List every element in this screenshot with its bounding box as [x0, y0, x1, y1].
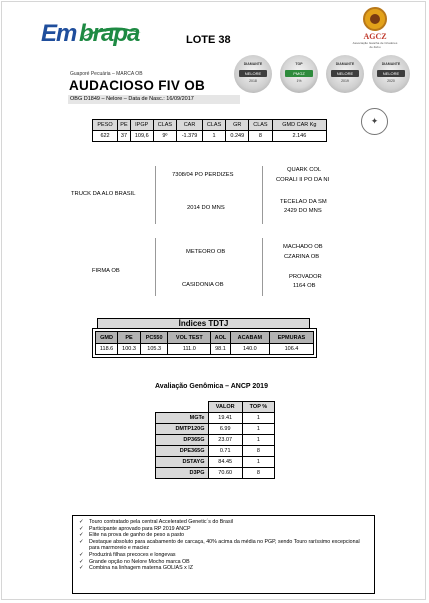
- header-cell: VOL TEST: [168, 332, 211, 344]
- header-cell: CAR: [177, 120, 203, 131]
- table-cell: 622: [93, 131, 118, 142]
- list-item: ✓ Destaque absoluto para acabamento de carcaça, 40% acima da média no PGP, sendo Touro raríssimo excepcional para marmoreio e maciez: [79, 538, 360, 552]
- breeder-line: Guaporé Pecuária – MARCA OB: [70, 71, 143, 77]
- diamond-badge-icon: DIAMANTE NELORE 2019: [326, 55, 364, 93]
- performance-table: [92, 119, 327, 142]
- tdtj-table: [95, 331, 314, 355]
- table-cell: 1: [242, 413, 274, 424]
- registry-line: OBG D1849 – Nelore – Data de Nasc.: 16/09/2017: [68, 95, 240, 104]
- table-cell: 100.3: [118, 344, 141, 355]
- genomic-title: Avaliação Genômica – ANCP 2019: [155, 383, 268, 390]
- row-label: DMTP120G: [156, 424, 209, 435]
- header-cell: GMD CAR Kg: [272, 120, 326, 131]
- table-cell: 118.6: [96, 344, 118, 355]
- header-cell: TOP %: [242, 402, 274, 413]
- table-cell: 8: [249, 131, 273, 142]
- table-cell: 109,6: [130, 131, 153, 142]
- row-label: DP365G: [156, 435, 209, 446]
- row-label: MGTe: [156, 413, 209, 424]
- top-badge-icon: TOP PMGZ 1%: [280, 55, 318, 93]
- table-cell: 8: [242, 446, 274, 457]
- header-cell: PESO: [93, 120, 118, 131]
- check-icon: ✓: [79, 551, 84, 558]
- pedigree-ssd: CORALI II PO DA NI: [276, 177, 330, 183]
- header-cell: VALOR: [208, 402, 242, 413]
- tdtj-title: Índices TDTJ: [97, 318, 310, 328]
- table-row: [156, 413, 275, 424]
- table-cell: 23.07: [208, 435, 242, 446]
- check-icon: ✓: [79, 558, 84, 565]
- header-cell: GR: [226, 120, 249, 131]
- table-cell: 37: [118, 131, 131, 142]
- row-label: DPE365G: [156, 446, 209, 457]
- table-header-row: [93, 120, 327, 131]
- list-item: ✓ Grande opção no Nelore Mocho marca OB: [79, 558, 190, 565]
- header-cell: CLAS: [153, 120, 177, 131]
- list-item: ✓ Elite na prova de ganho de peso a pasto: [79, 532, 185, 539]
- pedigree-dds: PROVADOR: [289, 274, 322, 280]
- check-icon: ✓: [79, 565, 84, 572]
- table-cell: 19.41: [208, 413, 242, 424]
- table-header-row: [156, 402, 275, 413]
- pedigree-connector: [262, 166, 263, 224]
- blank-cell: [156, 402, 209, 413]
- header-cell: IPGP: [130, 120, 153, 131]
- award-badges: [234, 55, 412, 93]
- table-cell: 6.99: [208, 424, 242, 435]
- agcz-logo-text: AGCZ: [363, 32, 387, 41]
- row-label: DSTAYG: [156, 457, 209, 468]
- list-item: ✓ Combina na linhagem materna GOLIAS x IZ: [79, 565, 193, 572]
- header-cell: CLAS: [202, 120, 226, 131]
- pedigree-ddd: 1164 OB: [293, 283, 316, 289]
- pedigree-sire: TRUCK DA ALO BRASIL: [71, 191, 136, 197]
- header-cell: PE: [118, 332, 141, 344]
- table-cell: -1.379: [177, 131, 203, 142]
- check-icon: ✓: [79, 532, 84, 539]
- table-cell: 0.249: [226, 131, 249, 142]
- table-cell: 70.60: [208, 468, 242, 479]
- certification-seal-icon: ✦: [361, 108, 388, 135]
- header-cell: AOL: [211, 332, 230, 344]
- list-item: ✓ Participante aprovado para RP 2019 ANCP: [79, 525, 191, 532]
- table-cell: 140.0: [230, 344, 269, 355]
- header-cell: GMD: [96, 332, 118, 344]
- pedigree-connector: [155, 238, 156, 296]
- pedigree-sds: TECELAO DA SM: [280, 199, 327, 205]
- pedigree-dam-dam: CASIDONIA OB: [182, 282, 224, 288]
- pedigree-sire-dam: 2014 DO MNS: [187, 205, 225, 211]
- table-row: [156, 435, 275, 446]
- header-cell: ACABAM: [230, 332, 269, 344]
- table-cell: 1: [242, 435, 274, 446]
- pedigree-connector: [262, 238, 263, 296]
- genomic-table: [155, 401, 275, 479]
- pedigree-sire-sire: 7308/04 PO PERDIZES: [172, 172, 234, 178]
- table-row: [156, 446, 275, 457]
- table-row: [156, 424, 275, 435]
- table-row: [156, 457, 275, 468]
- list-item: ✓ Touro contratado pela central Accelerated Genetic´s do Brasil: [79, 519, 233, 525]
- table-cell: 2.146: [272, 131, 326, 142]
- svg-text:Em: Em: [41, 20, 77, 46]
- lot-number: LOTE 38: [186, 34, 231, 46]
- diamond-badge-icon: DIAMANTE NELORE 2018: [234, 55, 272, 93]
- table-cell: 0.71: [208, 446, 242, 457]
- animal-name: AUDACIOSO FIV OB: [69, 78, 206, 93]
- agcz-emblem-icon: [363, 7, 387, 31]
- agcz-tagline: Associação Gaúcha de Criadores de Zebu: [352, 41, 398, 49]
- svg-text:brapa: brapa: [79, 20, 140, 46]
- agcz-logo: [352, 7, 398, 51]
- embrapa-logo: [40, 16, 142, 46]
- table-cell: 111.0: [168, 344, 211, 355]
- pedigree-sss: QUARK COL: [287, 167, 322, 173]
- table-cell: 1: [242, 424, 274, 435]
- table-cell: 8: [242, 468, 274, 479]
- row-label: D3PG: [156, 468, 209, 479]
- pedigree-dam: FIRMA OB: [92, 268, 120, 274]
- table-row: [93, 131, 327, 142]
- table-cell: 106.4: [269, 344, 313, 355]
- pedigree-dsd: CZARINA OB: [284, 254, 320, 260]
- pedigree-sdd: 2429 DO MNS: [284, 208, 322, 214]
- list-item: ✓ Produzirá filhas precoces e longevas: [79, 551, 176, 558]
- table-row: [156, 468, 275, 479]
- header-cell: PC550: [140, 332, 167, 344]
- check-icon: ✓: [79, 525, 84, 532]
- table-cell: 1: [242, 457, 274, 468]
- table-cell: 9º: [153, 131, 177, 142]
- table-cell: 1: [202, 131, 226, 142]
- table-cell: 84.45: [208, 457, 242, 468]
- pedigree-dss: MACHADO OB: [283, 244, 323, 250]
- check-icon: ✓: [79, 519, 84, 525]
- header-cell: CLAS: [249, 120, 273, 131]
- pedigree-dam-sire: METEORO OB: [186, 249, 226, 255]
- pedigree-connector: [155, 166, 156, 224]
- table-header-row: [96, 332, 314, 344]
- header-cell: EPMURAS: [269, 332, 313, 344]
- header-cell: PE: [118, 120, 131, 131]
- table-cell: 98.1: [211, 344, 230, 355]
- table-row: [96, 344, 314, 355]
- diamond-badge-icon: DIAMANTE NELORE 2020: [372, 55, 410, 93]
- table-cell: 105.3: [140, 344, 167, 355]
- check-icon: ✓: [79, 538, 84, 545]
- highlights-box: [72, 515, 375, 594]
